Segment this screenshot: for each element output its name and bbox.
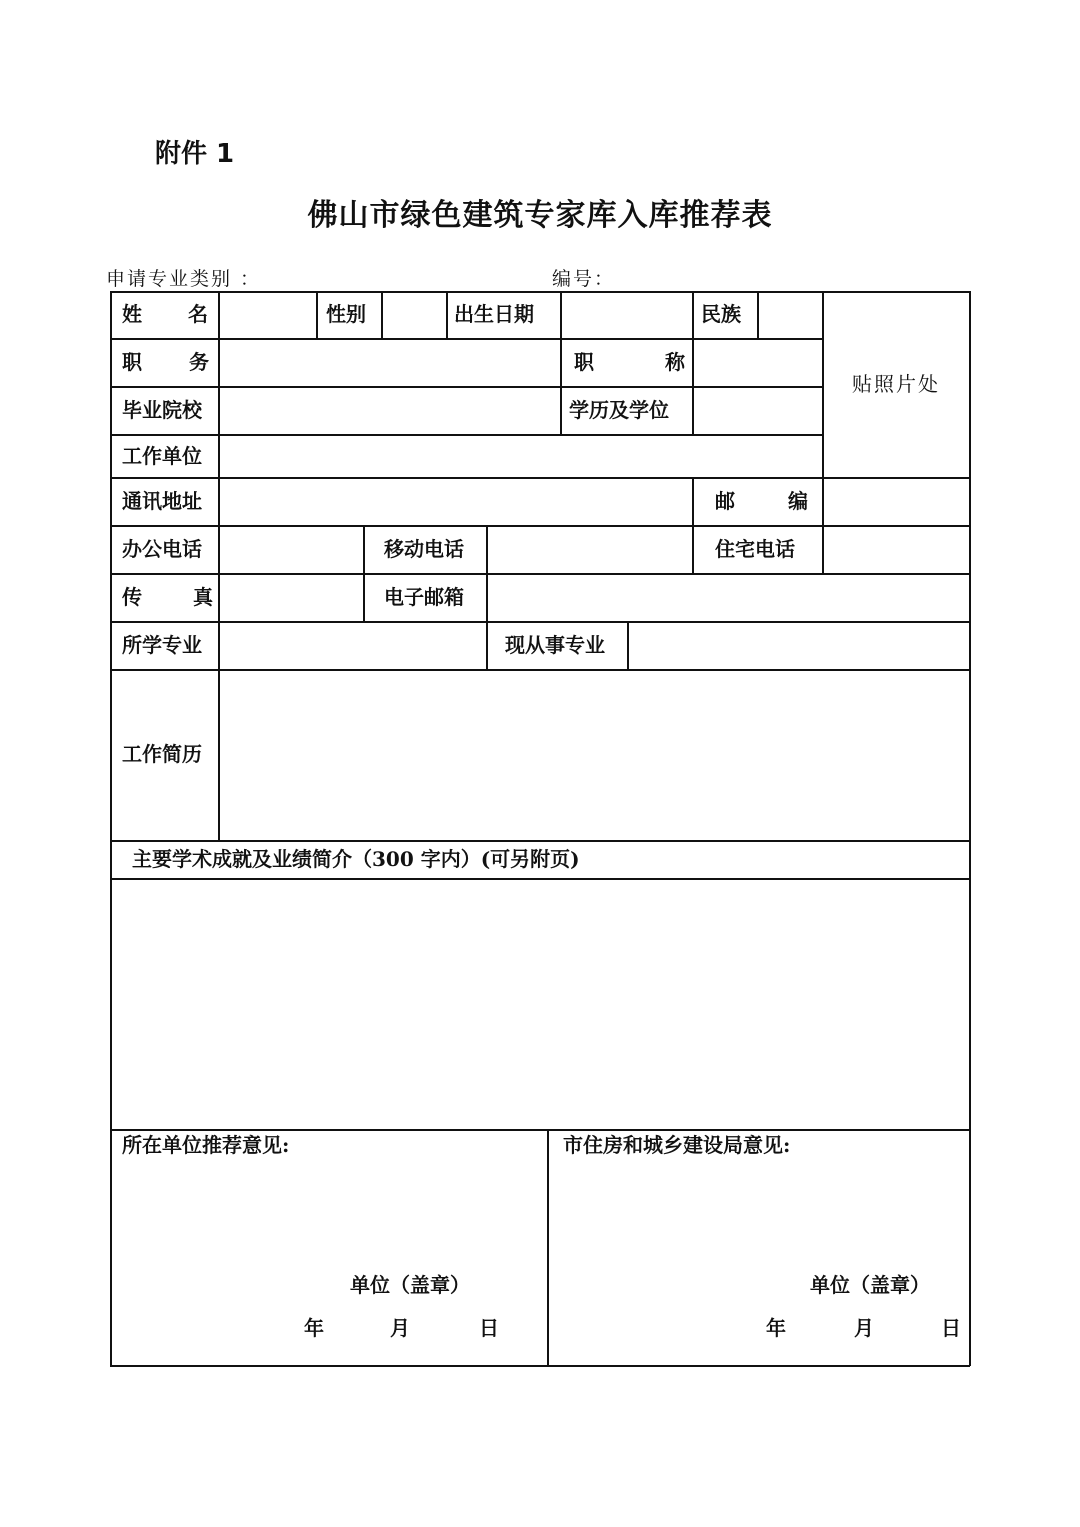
fax-label: 传 真 bbox=[122, 585, 213, 609]
work-unit-label: 工作单位 bbox=[122, 444, 202, 468]
table-border-left bbox=[110, 291, 112, 1366]
graduated-school-label: 毕业院校 bbox=[122, 398, 202, 422]
birth-date-label: 出生日期 bbox=[454, 302, 534, 326]
gender-label: 性别 bbox=[326, 302, 366, 326]
month-label-right: 月 bbox=[854, 1316, 874, 1340]
table-border-top bbox=[110, 291, 970, 293]
name-label: 姓 名 bbox=[122, 302, 208, 326]
major-studied-label: 所学专业 bbox=[122, 633, 202, 657]
serial-number-label: 编号： bbox=[552, 268, 616, 290]
col-divider bbox=[381, 291, 383, 338]
col-divider bbox=[218, 291, 220, 840]
row-divider bbox=[110, 573, 970, 575]
col-divider bbox=[692, 477, 694, 573]
photo-placeholder: 贴照片处 bbox=[852, 372, 940, 396]
day-label-right: 日 bbox=[941, 1316, 961, 1340]
year-label-left: 年 bbox=[304, 1316, 324, 1340]
row-divider bbox=[110, 840, 970, 842]
seal-label-right: 单位（盖章） bbox=[810, 1273, 930, 1297]
col-divider bbox=[627, 621, 629, 669]
col-divider bbox=[486, 525, 488, 669]
office-phone-label: 办公电话 bbox=[122, 537, 202, 561]
row-divider bbox=[110, 525, 970, 527]
seal-label-left: 单位（盖章） bbox=[350, 1273, 470, 1297]
col-divider bbox=[316, 291, 318, 338]
ethnicity-label: 民族 bbox=[701, 302, 741, 326]
row-divider bbox=[110, 878, 970, 880]
table-border-right bbox=[969, 291, 971, 1366]
address-label: 通讯地址 bbox=[122, 489, 202, 513]
row-divider bbox=[110, 477, 970, 479]
email-label: 电子邮箱 bbox=[384, 585, 464, 609]
col-divider bbox=[547, 1129, 549, 1365]
col-divider bbox=[363, 525, 365, 621]
col-divider bbox=[757, 291, 759, 338]
col-divider bbox=[560, 291, 562, 434]
current-major-label: 现从事专业 bbox=[505, 633, 605, 657]
row-divider bbox=[110, 1129, 970, 1131]
col-divider bbox=[446, 291, 448, 338]
col-divider bbox=[822, 291, 824, 574]
row-divider bbox=[110, 621, 970, 623]
unit-opinion-label: 所在单位推荐意见: bbox=[122, 1133, 290, 1157]
degree-label: 学历及学位 bbox=[569, 398, 669, 422]
achievements-label: 主要学术成就及业绩简介（300 字内）(可另附页) bbox=[132, 847, 580, 871]
title-rank-label: 职 称 bbox=[574, 350, 685, 374]
month-label-left: 月 bbox=[390, 1316, 410, 1340]
category-label: 申请专业类别 ： bbox=[106, 268, 262, 290]
position-label: 职 务 bbox=[122, 350, 209, 374]
page-title: 佛山市绿色建筑专家库入库推荐表 bbox=[307, 198, 773, 233]
bureau-opinion-label: 市住房和城乡建设局意见: bbox=[563, 1133, 791, 1157]
row-divider bbox=[110, 338, 823, 340]
attachment-label: 附件 1 bbox=[155, 139, 235, 169]
mobile-phone-label: 移动电话 bbox=[384, 537, 464, 561]
work-history-label: 工作简历 bbox=[122, 742, 202, 766]
day-label-left: 日 bbox=[479, 1316, 499, 1340]
row-divider bbox=[110, 434, 823, 436]
table-border-bottom bbox=[110, 1365, 970, 1367]
home-phone-label: 住宅电话 bbox=[715, 537, 795, 561]
year-label-right: 年 bbox=[766, 1316, 786, 1340]
row-divider bbox=[110, 386, 823, 388]
col-divider bbox=[692, 291, 694, 434]
postcode-label: 邮 编 bbox=[715, 489, 808, 513]
row-divider bbox=[110, 669, 970, 671]
